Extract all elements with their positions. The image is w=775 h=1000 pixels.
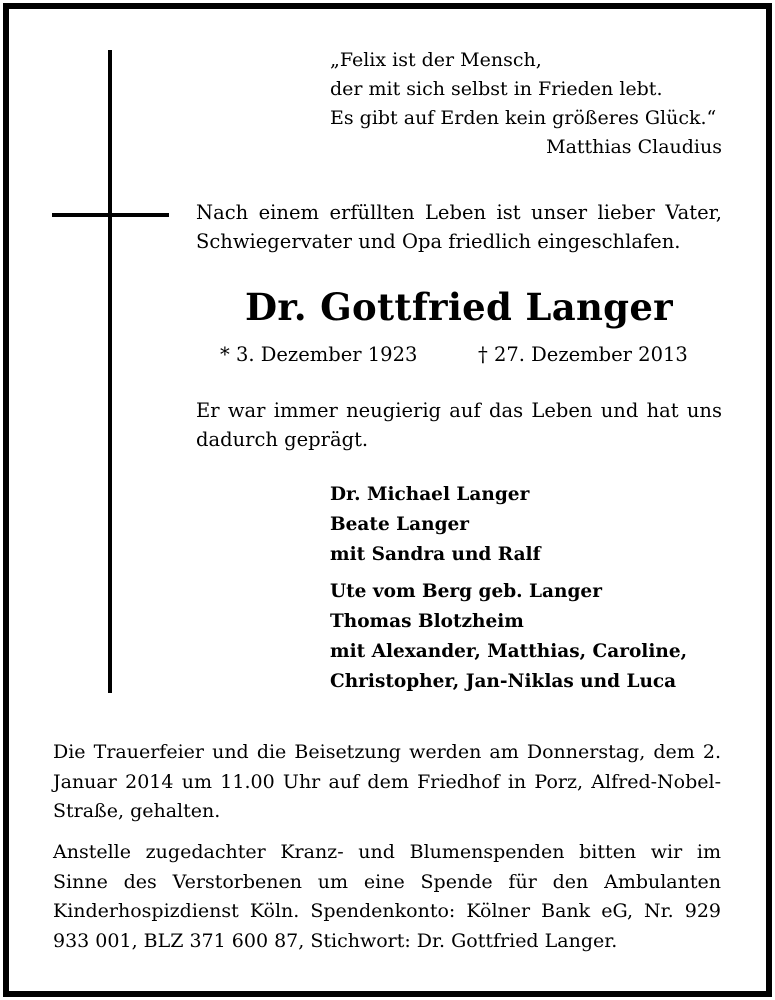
quote-line: der mit sich selbst in Frieden lebt. [330,78,663,100]
family-member: mit Alexander, Matthias, Caroline, [330,641,688,662]
family-member: mit Sandra und Ralf [330,544,541,565]
family-member: Thomas Blotzheim [330,611,524,632]
cross-horizontal-bar [52,213,169,217]
quote-line: Es gibt auf Erden kein größeres Glück.“ [330,107,717,129]
family-member: Beate Langer [330,514,470,535]
intro-text: Nach einem erfüllten Leben ist unser lieber Vater, Schwiegervater und Opa friedlich eingeschlafen. [196,201,722,253]
death-date: † 27. Dezember 2013 [478,343,688,366]
legacy-text: Er war immer neugierig auf das Leben und hat uns dadurch geprägt. [196,399,722,451]
birth-date: * 3. Dezember 1923 [220,343,418,366]
quote-block [330,46,722,162]
family-member: Christopher, Jan-Niklas und Luca [330,671,677,692]
deceased-name: Dr. Gottfried Langer [245,285,673,329]
family-group-1 [330,480,722,570]
family-group-2 [330,577,722,697]
family-member: Dr. Michael Langer [330,484,530,505]
cross-vertical-bar [108,50,112,693]
family-member: Ute vom Berg geb. Langer [330,581,602,602]
ceremony-info: Die Trauerfeier und die Beisetzung werden am Donnerstag, dem 2. Januar 2014 um 11.00 Uhr auf dem Friedhof in Porz, Alfred-Nobel-Straße, gehalten. [53,741,721,822]
donation-info: Anstelle zugedachter Kranz- und Blumenspenden bitten wir im Sinne des Verstorbenen um eine Spende für den Ambulanten Kinderhospizdienst Köln. Spendenkonto: Kölner Bank eG, Nr. 929 933 001, BLZ 371 600 87, Stichwort: Dr. Gottfried Langer. [53,841,721,952]
quote-line: „Felix ist der Mensch, [330,49,542,71]
quote-author: Matthias Claudius [546,136,722,158]
